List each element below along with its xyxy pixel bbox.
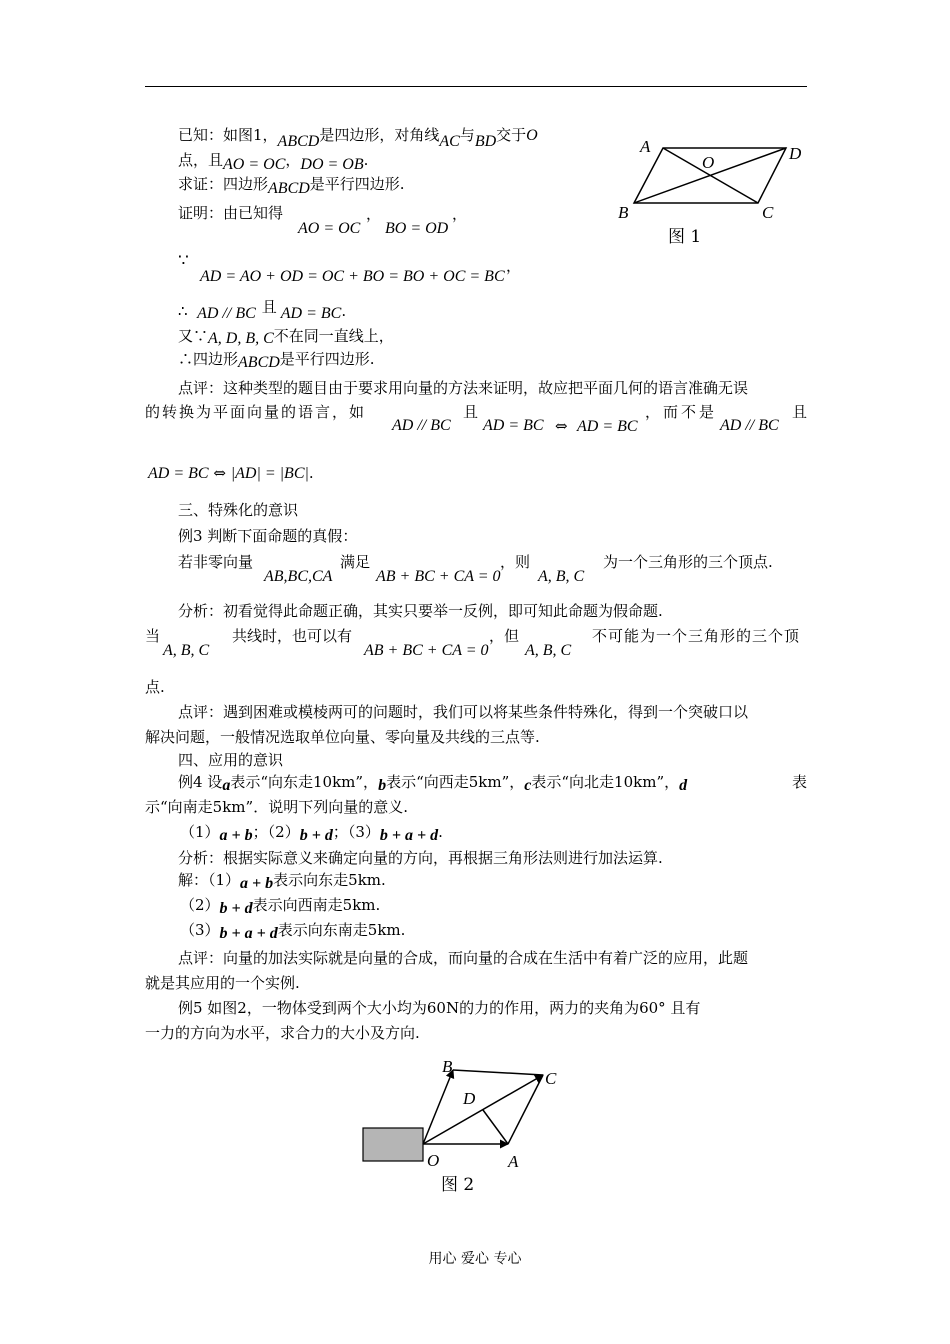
equiv-line <box>148 463 314 484</box>
text: 一力的方向为水平，求合力的大小及方向. <box>145 1024 420 1042</box>
text: 且 <box>463 403 479 421</box>
text: ⇔ <box>213 464 226 482</box>
figure-2-force-diagram <box>355 1052 575 1202</box>
text: 表示“向西走5km”， <box>386 773 525 791</box>
question-parts <box>180 822 443 843</box>
text: 点评：这种类型的题目由于要求用向量的方法来证明，故应把平面几何的语言准确无误 <box>178 379 749 397</box>
text: 表示向西南走5km. <box>252 896 381 914</box>
text: 例5 如图2，一物体受到两个大小均为60N的力的作用，两力的夹角为60° 且有 <box>178 999 701 1017</box>
label-o: O <box>702 153 715 172</box>
math: AD = BC <box>577 418 638 435</box>
text: 表 <box>792 773 808 791</box>
m <box>538 566 584 587</box>
text: 交于 <box>496 126 527 144</box>
m <box>720 415 779 436</box>
label-a: A <box>640 137 651 156</box>
label-c: C <box>762 203 774 222</box>
text: 的转换为平面向量的语言，如 <box>145 403 367 421</box>
t <box>645 402 717 422</box>
math: ABCD <box>268 180 310 197</box>
label-c: C <box>545 1069 557 1088</box>
text: ；（3） <box>332 823 380 841</box>
text: 点评：向量的加法实际就是向量的合成，而向量的合成在生活中有着广泛的应用，此题 <box>178 949 749 967</box>
text: （1） <box>180 823 220 841</box>
math: b + a + d <box>379 827 439 844</box>
math: c <box>524 777 532 794</box>
text: . <box>341 302 347 320</box>
text: . <box>363 151 369 169</box>
side-bc <box>453 1070 543 1075</box>
figure-2-caption: 图 2 <box>441 1175 475 1195</box>
t <box>463 402 478 422</box>
given-line-2 <box>178 150 368 171</box>
m <box>376 566 501 587</box>
therefore-line <box>178 298 347 322</box>
solution-1 <box>178 870 386 891</box>
text: 共线时，也可以有 <box>232 627 353 645</box>
text: 解：（1） <box>178 871 241 889</box>
example-title <box>178 526 357 546</box>
m <box>577 416 638 437</box>
math: AD // BC <box>720 417 779 434</box>
text: 分析：初看觉得此命题正确，其实只要举一反例，即可知此命题为假命题. <box>178 602 663 620</box>
text: 与 <box>459 126 475 144</box>
text: ，但 <box>489 627 520 645</box>
math: ABCD <box>238 354 280 371</box>
comment-line-2 <box>145 973 300 993</box>
t <box>178 552 253 572</box>
math: AD = AO + OD = OC + BO = BO + OC = BC <box>200 268 505 285</box>
math: a <box>222 777 231 794</box>
math: AB + BC + CA = 0 <box>376 568 501 585</box>
math: AD // BC <box>392 417 451 434</box>
comment-line <box>178 378 748 398</box>
t <box>555 416 568 436</box>
text: 就是其应用的一个实例. <box>145 974 300 992</box>
m <box>264 566 332 587</box>
text: 三、特殊化的意识 <box>178 501 299 519</box>
analysis-line <box>178 601 663 621</box>
text: 不可能为一个三角形的三个顶 <box>592 627 801 645</box>
math: AB,BC,CA <box>264 568 333 585</box>
label-b: B <box>618 203 629 222</box>
text: 已知：如图1， <box>178 126 278 144</box>
text: ∴ <box>178 302 188 320</box>
comma <box>366 204 381 224</box>
text: 点，且 <box>178 151 224 169</box>
example5-line-2 <box>145 1023 420 1043</box>
text: 若非零向量 <box>178 553 254 571</box>
text: 满足 <box>340 553 371 571</box>
math: A, B, C <box>538 568 585 585</box>
proof-math <box>298 218 360 239</box>
t <box>603 552 773 572</box>
given-line <box>178 125 538 150</box>
math: b + d <box>299 827 333 844</box>
m <box>392 415 451 436</box>
t <box>792 772 807 792</box>
comment-line-2 <box>145 402 366 422</box>
comment-line <box>178 702 748 722</box>
text: 不在同一直线上， <box>273 327 394 345</box>
segment-da <box>483 1110 508 1144</box>
header-rule <box>145 86 807 87</box>
math: a + b <box>219 827 253 844</box>
math: |AD| = |BC| <box>230 465 309 482</box>
m <box>483 415 544 436</box>
t <box>489 626 519 646</box>
t <box>145 677 165 697</box>
math: d <box>679 777 688 794</box>
math: AO = OC <box>298 220 361 237</box>
figure-1-caption: 图 1 <box>668 227 702 247</box>
also-line <box>178 326 394 347</box>
proof-line <box>178 203 283 223</box>
t <box>340 552 370 572</box>
math: AC <box>439 133 460 150</box>
text: 示“向南走5km”．说明下列向量的意义. <box>145 798 408 816</box>
analysis-line <box>178 848 663 868</box>
math: b + d <box>219 900 253 917</box>
t <box>232 626 352 646</box>
math: a + b <box>240 875 274 892</box>
text: （2） <box>180 896 220 914</box>
t <box>792 402 807 422</box>
math: A, D, B, C <box>208 330 274 347</box>
vector-ob <box>423 1070 453 1144</box>
solution-2 <box>180 895 380 916</box>
math: AD // BC <box>197 305 256 322</box>
comma <box>452 204 467 224</box>
because-symbol <box>178 251 189 271</box>
text: ∴四边形 <box>178 350 239 368</box>
text: 是平行四边形. <box>279 350 375 368</box>
label-d: D <box>789 144 802 163</box>
text: 当 <box>145 627 161 645</box>
text: 且 <box>261 298 277 316</box>
prove-line <box>178 174 405 195</box>
math: O <box>526 127 538 144</box>
text: 点评：遇到困难或模棱两可的问题时，我们可以将某些条件特殊化，得到一个突破口以 <box>178 703 749 721</box>
text: ；（2） <box>252 823 300 841</box>
text: 求证：四边形 <box>178 175 269 193</box>
math: DO = OB <box>300 156 364 173</box>
comma <box>506 256 521 276</box>
page-footer: 用心 爱心 专心 <box>428 1251 522 1267</box>
math: b <box>378 777 387 794</box>
text: 表示向东南走5km. <box>277 921 406 939</box>
t <box>592 626 800 646</box>
math: A, B, C <box>525 642 572 659</box>
vector-sum <box>200 266 505 287</box>
conclusion-line <box>178 349 375 370</box>
comment-line <box>178 948 748 968</box>
t <box>500 552 530 572</box>
text: . <box>438 823 443 841</box>
text: 例3 判断下面命题的真假： <box>178 527 358 545</box>
comment-line-2 <box>145 727 540 747</box>
object-block <box>363 1128 423 1161</box>
math: BO = OD <box>385 220 449 237</box>
text: ， <box>452 205 468 223</box>
m <box>163 640 209 661</box>
example4-line <box>178 772 687 793</box>
label-o: O <box>427 1151 440 1170</box>
section-heading <box>178 500 298 520</box>
text: 证明：由已知得 <box>178 204 284 222</box>
math: AO = OC <box>223 156 286 173</box>
text: 解决问题，一般情况选取单位向量、零向量及共线的三点等. <box>145 728 540 746</box>
proof-math-2 <box>385 218 448 239</box>
figure-1-parallelogram <box>610 130 810 250</box>
text: 表示“向东走10km”， <box>230 773 379 791</box>
text: 是四边形，对角线 <box>319 126 440 144</box>
solution-3 <box>180 920 405 941</box>
math: AD = BC <box>483 417 544 434</box>
text: ⇔ <box>555 417 568 435</box>
math: AD = BC <box>148 465 209 482</box>
text: 且 <box>792 403 808 421</box>
label-d: D <box>463 1089 476 1108</box>
text: ， <box>506 257 522 275</box>
text: 表示“向北走10km”， <box>531 773 680 791</box>
text: 分析：根据实际意义来确定向量的方向，再根据三角形法则进行加法运算. <box>178 849 663 867</box>
text: ， <box>366 205 382 223</box>
math: b + a + d <box>219 925 278 942</box>
text: 表示向东走5km. <box>273 871 386 889</box>
text: 又∵ <box>178 327 209 345</box>
t <box>145 797 408 817</box>
text: 例4 设 <box>178 773 223 791</box>
m <box>364 640 489 661</box>
text: 为一个三角形的三个顶点. <box>603 553 773 571</box>
math: A, B, C <box>163 642 210 659</box>
math: BD <box>474 133 497 150</box>
text: 点. <box>145 678 165 696</box>
label-a: A <box>508 1152 519 1171</box>
section-heading <box>178 750 283 770</box>
m <box>525 640 571 661</box>
text: ∵ <box>178 251 189 271</box>
text: 是平行四边形. <box>309 175 405 193</box>
text: ， <box>285 151 301 169</box>
text: ，而不是 <box>645 403 718 421</box>
text: ，则 <box>500 553 531 571</box>
text: 四、应用的意识 <box>178 751 284 769</box>
example5-line <box>178 998 700 1018</box>
math: AD = BC <box>280 305 342 322</box>
math: AB + BC + CA = 0 <box>364 642 489 659</box>
text: （3） <box>180 921 220 939</box>
label-b: B <box>442 1057 453 1076</box>
math: ABCD <box>277 133 320 150</box>
text: . <box>308 464 314 482</box>
t <box>145 626 160 646</box>
